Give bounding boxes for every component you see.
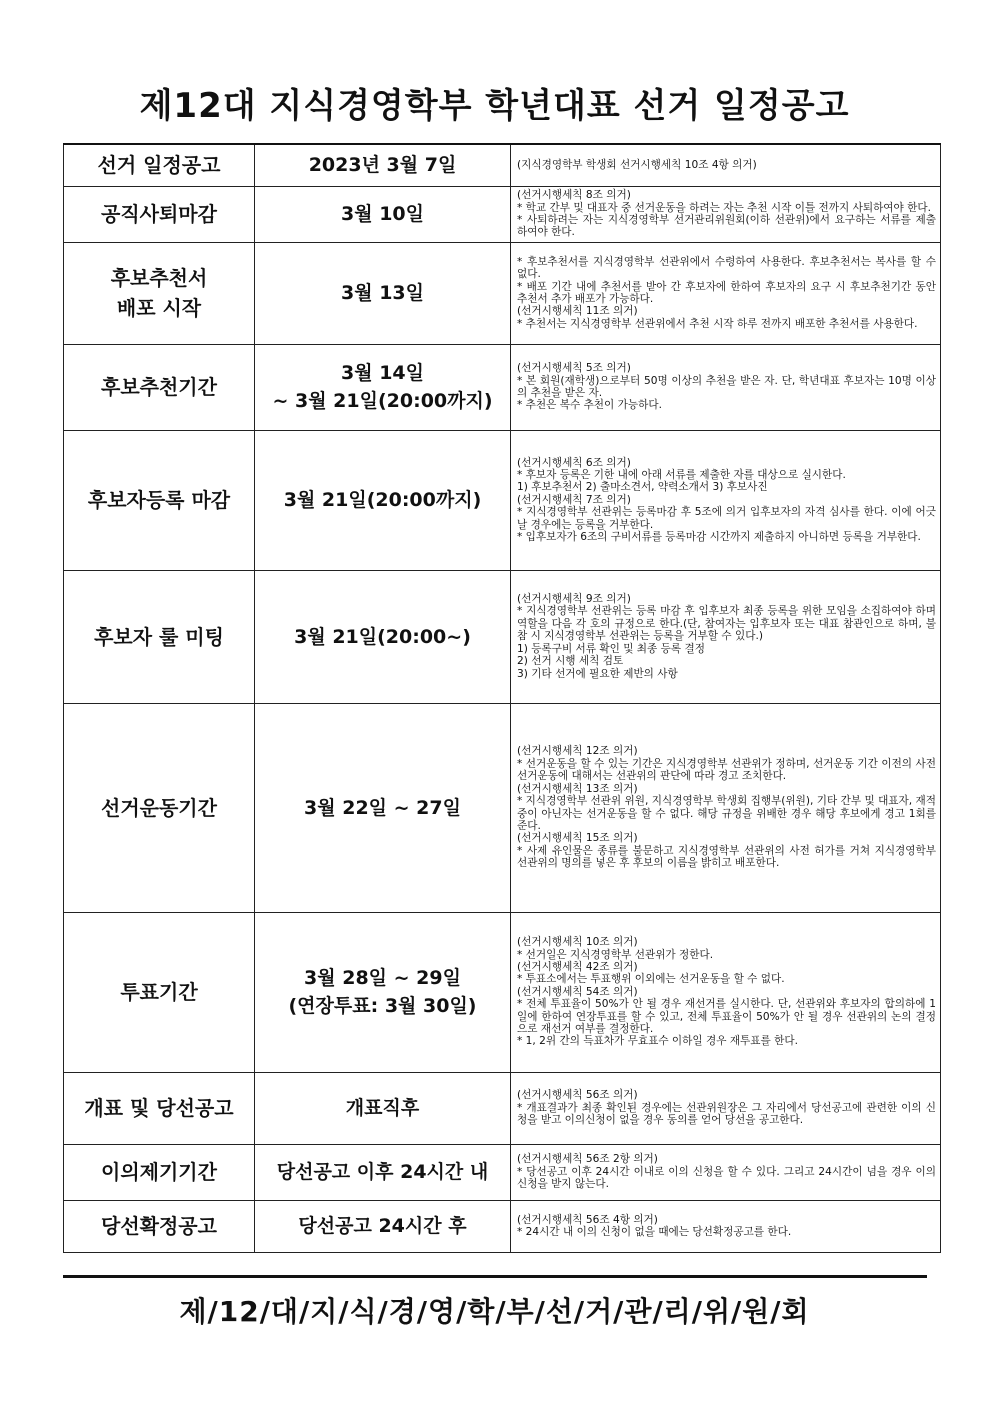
stage-name: 투표기간 xyxy=(64,912,255,1072)
note-line: (선거시행세칙 7조 의거) xyxy=(517,493,631,506)
note-line: * 후보자 등록은 기한 내에 아래 서류를 제출한 자를 대상으로 실시한다. xyxy=(517,468,846,481)
note-line: 2) 선거 시행 세칙 검토 xyxy=(517,655,624,668)
note-line: * 추천은 복수 추천이 가능하다. xyxy=(517,399,662,412)
note-line: * 추천서는 지식경영학부 선관위에서 추천 시작 하루 전까지 배포한 추천서를 사용한다. xyxy=(517,317,918,330)
stage-date: 3월 21일(20:00까지) xyxy=(255,430,511,570)
note-line: (선거시행세칙 11조 의거) xyxy=(517,305,638,318)
stage-name: 개표 및 당선공고 xyxy=(64,1072,255,1144)
note-line: (선거시행세칙 8조 의거) xyxy=(517,189,631,202)
stage-name: 선거운동기간 xyxy=(64,703,255,912)
schedule-row xyxy=(64,144,941,186)
note-line: (선거시행세칙 6조 의거) xyxy=(517,456,631,469)
stage-date: 3월 14일 ~ 3월 21일(20:00까지) xyxy=(255,344,511,430)
schedule-row xyxy=(64,1200,941,1252)
note-line: * 투표소에서는 투표행위 이외에는 선거운동을 할 수 없다. xyxy=(517,973,785,986)
note-line: * 입후보자가 6조의 구비서류를 등록마감 시간까지 제출하지 아니하면 등록을 거부한다. xyxy=(517,531,921,544)
note-line: (선거시행세칙 15조 의거) xyxy=(517,832,638,845)
note-line: * 개표결과가 최종 확인된 경우에는 선관위원장은 그 자리에서 당선공고에 관련한 이의 신청을 받고 이의신청이 없을 경우 동의를 얻어 당선을 공고한다. xyxy=(517,1101,936,1127)
stage-notes xyxy=(511,912,941,1072)
note-line: * 사제 유인물은 종류를 불문하고 지식경영학부 선관위의 사전 허가를 거쳐 지식경영학부 선관위의 명의를 넣은 후 후보의 이름을 밝히고 배포한다. xyxy=(517,844,936,870)
note-line: * 후보추천서를 지식경영학부 선관위에서 수령하여 사용한다. 후보추천서는 복사를 할 수 없다. xyxy=(517,255,936,281)
note-line: (지식경영학부 학생회 선거시행세칙 10조 4항 의거) xyxy=(517,159,757,172)
table-bottom-rule xyxy=(63,1275,927,1278)
note-line: * 전체 투표율이 50%가 안 될 경우 재선거를 실시한다. 단, 선관위와 후보자의 합의하에 1일에 한하여 연장투표를 할 수 있고, 전체 투표율이 50%가 안 될 경우 선관위의 논의 결정으로 재선거 여부를 결정한다. xyxy=(517,998,936,1036)
stage-date: 개표직후 xyxy=(255,1072,511,1144)
note-line: (선거시행세칙 42조 의거) xyxy=(517,960,638,973)
stage-date: 2023년 3월 7일 xyxy=(255,144,511,186)
note-line: * 24시간 내 이의 신청이 없을 때에는 당선확정공고를 한다. xyxy=(517,1226,792,1238)
note-line: 1) 후보추천서 2) 출마소견서, 약력소개서 3) 후보사진 xyxy=(517,481,768,494)
schedule-row xyxy=(64,344,941,430)
note-line: * 사퇴하려는 자는 지식경영학부 선거관리위원회(이하 선관위)에서 요구하는 서류를 제출하여야 한다. xyxy=(517,214,936,239)
stage-date: 3월 28일 ~ 29일 (연장투표: 3월 30일) xyxy=(255,912,511,1072)
stage-date: 3월 22일 ~ 27일 xyxy=(255,703,511,912)
note-line: * 선거운동을 할 수 있는 기간은 지식경영학부 선관위가 정하며, 선거운동 기간 이전의 사전 선거운동에 대해서는 선관위의 판단에 따라 경고 조치한다. xyxy=(517,757,936,783)
stage-notes xyxy=(511,1144,941,1200)
note-line: * 지식경영학부 선관위 위원, 지식경영학부 학생회 집행부(위원), 기타 간부 및 대표자, 재적 중이 아닌자는 선거운동을 할 수 없다. 해당 규정을 위배한 경우 해당 후보에게 경고 1회를 준다. xyxy=(517,795,936,832)
note-line: * 배포 기간 내에 추천서를 받아 간 후보자에 한하여 후보자의 요구 시 후보추천기간 동안 추천서 추가 배포가 가능하다. xyxy=(517,280,936,305)
stage-notes xyxy=(511,144,941,186)
stage-notes xyxy=(511,242,941,344)
note-line: (선거시행세칙 54조 의거) xyxy=(517,985,638,998)
note-line: * 1, 2위 간의 득표차가 무효표수 이하일 경우 재투표를 한다. xyxy=(517,1035,798,1048)
schedule-row xyxy=(64,703,941,912)
note-line: 3) 기타 선거에 필요한 제반의 사항 xyxy=(517,667,678,680)
note-line: (선거시행세칙 12조 의거) xyxy=(517,745,638,758)
note-line: * 선거일은 지식경영학부 선관위가 정한다. xyxy=(517,948,714,961)
note-line: * 지식경영학부 선관위는 등록 마감 후 입후보자 최종 등록을 위한 모임을 소집하여야 하며 역할을 다음 각 호의 규정으로 한다.(단, 참여자는 입후보자 또는 대표 참관인으로 하며, 불참 시 지식경영학부 선관위는 등록을 거부할 수 있다.) xyxy=(517,605,936,643)
stage-notes xyxy=(511,186,941,242)
stage-name: 선거 일정공고 xyxy=(64,144,255,186)
stage-name: 공직사퇴마감 xyxy=(64,186,255,242)
schedule-row xyxy=(64,186,941,242)
stage-date: 3월 21일(20:00~) xyxy=(255,570,511,703)
schedule-row xyxy=(64,430,941,570)
note-line: * 학교 간부 및 대표자 중 선거운동을 하려는 자는 추천 시작 이틀 전까지 사퇴하여야 한다. xyxy=(517,201,931,214)
stage-name: 이의제기기간 xyxy=(64,1144,255,1200)
note-line: (선거시행세칙 56조 4항 의거) xyxy=(517,1213,658,1226)
schedule-row xyxy=(64,570,941,703)
schedule-row xyxy=(64,242,941,344)
stage-name: 당선확정공고 xyxy=(64,1200,255,1252)
stage-notes xyxy=(511,1200,941,1252)
stage-notes xyxy=(511,703,941,912)
schedule-row xyxy=(64,1072,941,1144)
stage-name: 후보추천기간 xyxy=(64,344,255,430)
stage-notes xyxy=(511,1072,941,1144)
stage-name: 후보추천서 배포 시작 xyxy=(64,242,255,344)
note-line: * 지식경영학부 선관위는 등록마감 후 5조에 의거 입후보자의 자격 심사를 한다. 이에 어긋날 경우에는 등록을 거부한다. xyxy=(517,506,936,531)
stage-date: 당선공고 24시간 후 xyxy=(255,1200,511,1252)
stage-date: 당선공고 이후 24시간 내 xyxy=(255,1144,511,1200)
note-line: (선거시행세칙 56조 의거) xyxy=(517,1089,638,1102)
stage-name: 후보자 룰 미팅 xyxy=(64,570,255,703)
note-line: (선거시행세칙 10조 의거) xyxy=(517,936,638,949)
note-line: * 당선공고 이후 24시간 이내로 이의 신청을 할 수 있다. 그리고 24시간이 넘을 경우 이의 신청을 받지 않는다. xyxy=(517,1165,936,1191)
schedule-row xyxy=(64,912,941,1072)
note-line: (선거시행세칙 56조 2항 의거) xyxy=(517,1153,658,1166)
election-schedule-table xyxy=(63,143,941,1253)
note-line: 1) 등록구비 서류 확인 및 최종 등록 결정 xyxy=(517,642,705,655)
note-line: * 본 회원(재학생)으로부터 50명 이상의 추천을 받은 자. 단, 학년대표 후보자는 10명 이상의 추천을 받은 자. xyxy=(517,374,936,399)
note-line: (선거시행세칙 5조 의거) xyxy=(517,362,631,375)
note-line: (선거시행세칙 13조 의거) xyxy=(517,782,638,795)
stage-name: 후보자등록 마감 xyxy=(64,430,255,570)
stage-notes xyxy=(511,430,941,570)
page-title: 제12대 지식경영학부 학년대표 선거 일정공고 xyxy=(139,86,850,126)
stage-date: 3월 13일 xyxy=(255,242,511,344)
schedule-row xyxy=(64,1144,941,1200)
stage-notes xyxy=(511,570,941,703)
note-line: (선거시행세칙 9조 의거) xyxy=(517,593,631,606)
stage-notes xyxy=(511,344,941,430)
stage-date: 3월 10일 xyxy=(255,186,511,242)
issuer-footer: 제/12/대/지/식/경/영/학/부/선/거/관/리/위/원/회 xyxy=(179,1295,810,1328)
